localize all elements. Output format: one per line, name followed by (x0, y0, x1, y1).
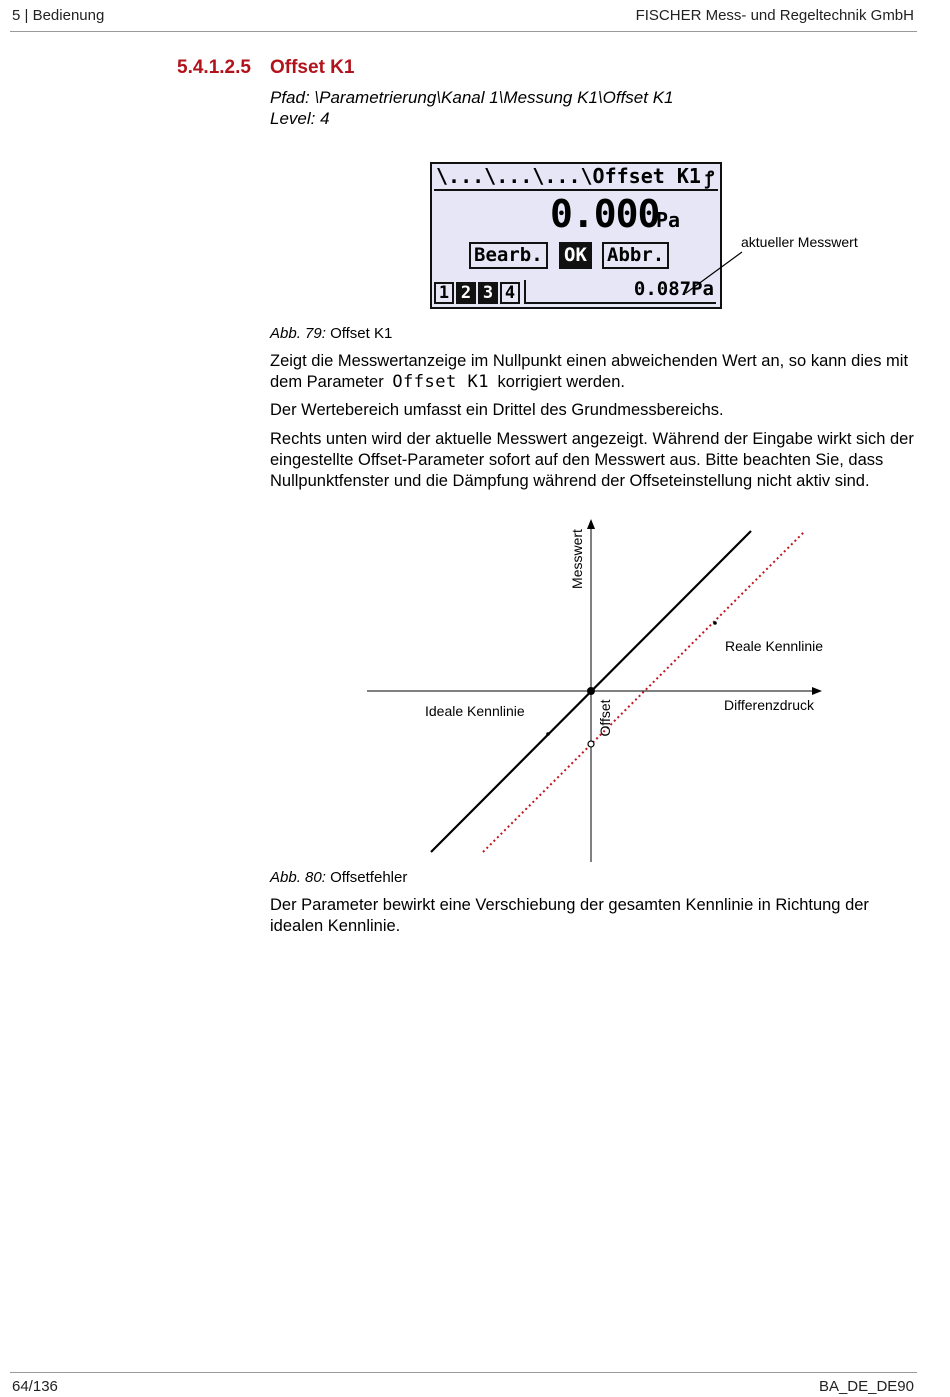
lcd-unit: Pa (656, 208, 681, 232)
section-number: 5.4.1.2.5 (177, 57, 251, 78)
offset-diagram (0, 515, 950, 875)
y-axis-arrow-icon (587, 519, 595, 529)
page-number: 64/136 (12, 1378, 58, 1395)
channel-4[interactable]: 4 (500, 282, 520, 304)
figure-80-caption: Abb. 80: Offsetfehler (270, 869, 408, 886)
offset-label-wrap (596, 700, 614, 740)
paragraph-3: Rechts unten wird der aktuelle Messwert angezeigt. Während der Eingabe wirkt sich der eingestellte Offset-Parameter sofort auf den Messwert aus. Bitte beachten Sie, dass Nullpunktfenster und die Dämpfung während der Offseteinstellung nicht aktiv sind. (270, 430, 914, 490)
wrench-icon: ꝭ (705, 168, 714, 189)
ideal-line-label: Ideale Kennlinie (425, 703, 525, 719)
lcd-title: \...\...\...\Offset K1 (436, 164, 701, 188)
edit-button[interactable]: Bearb. (469, 242, 548, 269)
origin-point (587, 687, 595, 695)
ok-button[interactable]: OK (559, 242, 592, 269)
channel-2[interactable]: 2 (456, 282, 476, 304)
callout-line (0, 0, 950, 320)
lcd-measured-value: 0.087Pa (633, 278, 714, 300)
header-company: FISCHER Mess- und Regeltechnik GmbH (635, 7, 914, 24)
section-title: Offset K1 (270, 57, 355, 78)
offset-point (588, 741, 594, 747)
y-axis-label-wrap (566, 525, 584, 595)
paragraph-1: Zeigt die Messwertanzeige im Nullpunkt einen abweichenden Wert an, so kann dies mit dem Parameter Offset K1 korrigiert werden. (270, 352, 909, 392)
channel-3[interactable]: 3 (478, 282, 498, 304)
menu-path: Pfad: \Parametrierung\Kanal 1\Messung K1\Offset K1 (270, 88, 674, 107)
lcd-value: 0.000 (550, 192, 660, 236)
real-line-label: Reale Kennlinie (725, 638, 824, 654)
header-chapter: 5 | Bedienung (12, 7, 105, 24)
x-axis-arrow-icon (812, 687, 822, 695)
x-axis-label: Differenzdruck (724, 697, 815, 713)
callout-label: aktueller Messwert (741, 234, 858, 250)
document-id: BA_DE_DE90 (818, 1378, 914, 1395)
paragraph-4: Der Parameter bewirkt eine Verschiebung der gesamten Kennlinie in Richtung der idealen Kennlinie. (270, 896, 869, 935)
figure-79-caption: Abb. 79: Offset K1 (270, 325, 393, 342)
offset-label: Offset (597, 699, 613, 737)
y-axis-label: Messwert (569, 529, 585, 589)
access-level: Level: 4 (270, 109, 330, 128)
channel-1[interactable]: 1 (434, 282, 454, 304)
paragraph-2: Der Wertebereich umfasst ein Drittel des Grundmessbereichs. (270, 401, 724, 419)
cancel-button[interactable]: Abbr. (602, 242, 669, 269)
parameter-name: Offset K1 (392, 372, 489, 392)
footer-rule (10, 1372, 917, 1373)
